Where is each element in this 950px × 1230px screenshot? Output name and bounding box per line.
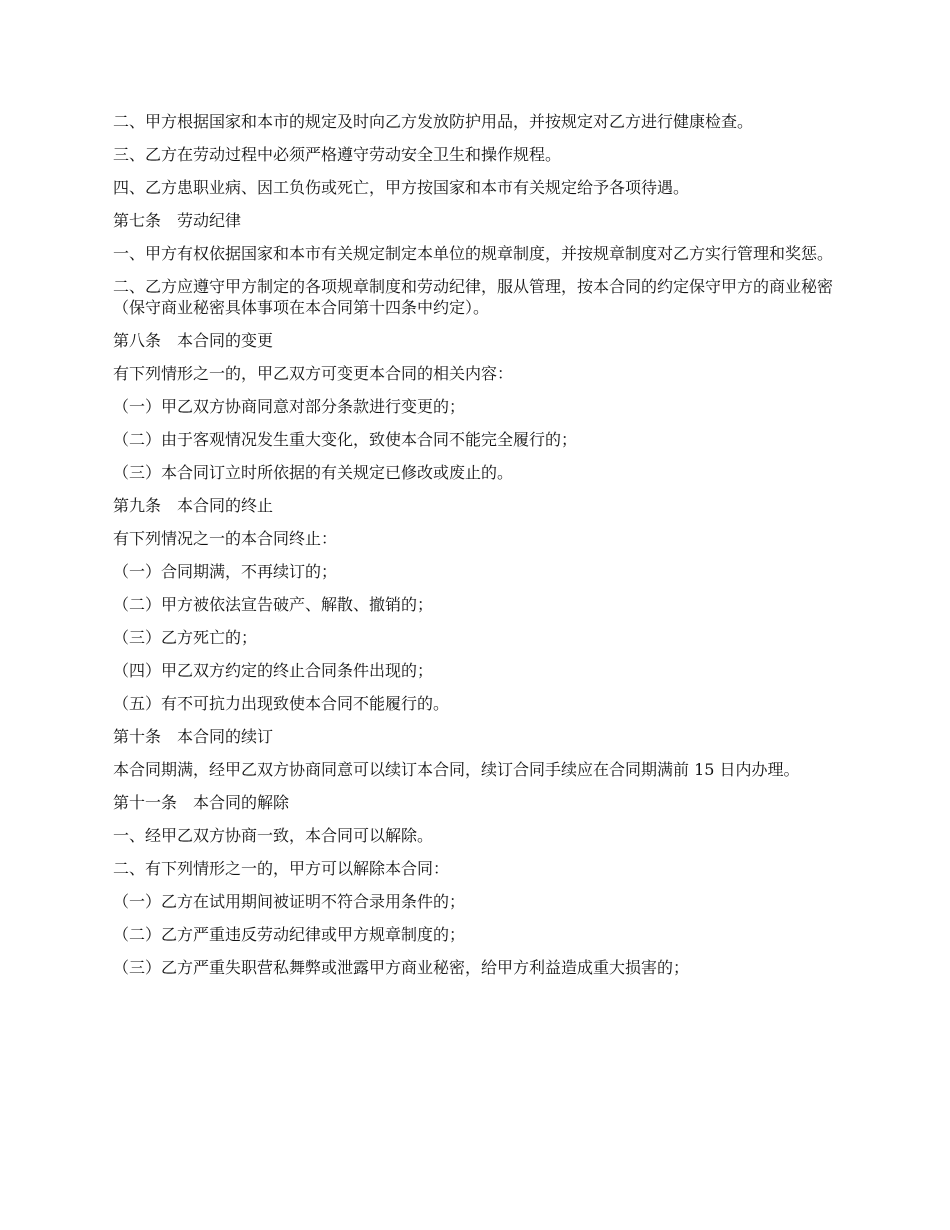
list-item: （三）本合同订立时所依据的有关规定已修改或废止的。	[113, 463, 514, 482]
paragraph: 一、甲方有权依据国家和本市有关规定制定本单位的规章制度，并按规章制度对乙方实行管理和奖惩。	[113, 244, 834, 263]
list-item: （五）有不可抗力出现致使本合同不能履行的。	[113, 694, 450, 713]
paragraph: 本合同期满，经甲乙双方协商同意可以续订本合同，续订合同手续应在合同期满前 15 日内办理。	[113, 760, 800, 779]
article-heading: 第九条 本合同的终止	[113, 496, 274, 515]
paragraph: 三、乙方在劳动过程中必须严格遵守劳动安全卫生和操作规程。	[113, 145, 562, 164]
list-item: （三）乙方死亡的；	[113, 628, 258, 647]
paragraph: 有下列情形之一的，甲乙双方可变更本合同的相关内容：	[113, 364, 514, 383]
list-item: （二）甲方被依法宣告破产、解散、撤销的；	[113, 595, 434, 614]
article-heading: 第七条 劳动纪律	[113, 211, 242, 230]
paragraph: 有下列情况之一的本合同终止：	[113, 529, 338, 548]
list-item: （二）由于客观情况发生重大变化，致使本合同不能完全履行的；	[113, 430, 578, 449]
list-item: （一）甲乙双方协商同意对部分条款进行变更的；	[113, 397, 466, 416]
paragraph: 一、经甲乙双方协商一致，本合同可以解除。	[113, 826, 434, 845]
article-heading: 第八条 本合同的变更	[113, 331, 274, 350]
article-heading: 第十一条 本合同的解除	[113, 793, 290, 812]
paragraph: 二、有下列情形之一的，甲方可以解除本合同：	[113, 859, 450, 878]
list-item: （四）甲乙双方约定的终止合同条件出现的；	[113, 661, 434, 680]
list-item: （一）乙方在试用期间被证明不符合录用条件的；	[113, 892, 466, 911]
list-item: （三）乙方严重失职营私舞弊或泄露甲方商业秘密，给甲方利益造成重大损害的；	[113, 958, 690, 977]
paragraph: 四、乙方患职业病、因工负伤或死亡，甲方按国家和本市有关规定给予各项待遇。	[113, 178, 690, 197]
document-page	[113, 111, 843, 990]
paragraph: 二、乙方应遵守甲方制定的各项规章制度和劳动纪律，服从管理，按本合同的约定保守甲方的商业秘密（保守商业秘密具体事项在本合同第十四条中约定）。	[113, 277, 834, 317]
paragraph: 二、甲方根据国家和本市的规定及时向乙方发放防护用品，并按规定对乙方进行健康检查。	[113, 112, 754, 131]
list-item: （一）合同期满，不再续订的；	[113, 562, 338, 581]
article-heading: 第十条 本合同的续订	[113, 727, 274, 746]
list-item: （二）乙方严重违反劳动纪律或甲方规章制度的；	[113, 925, 466, 944]
